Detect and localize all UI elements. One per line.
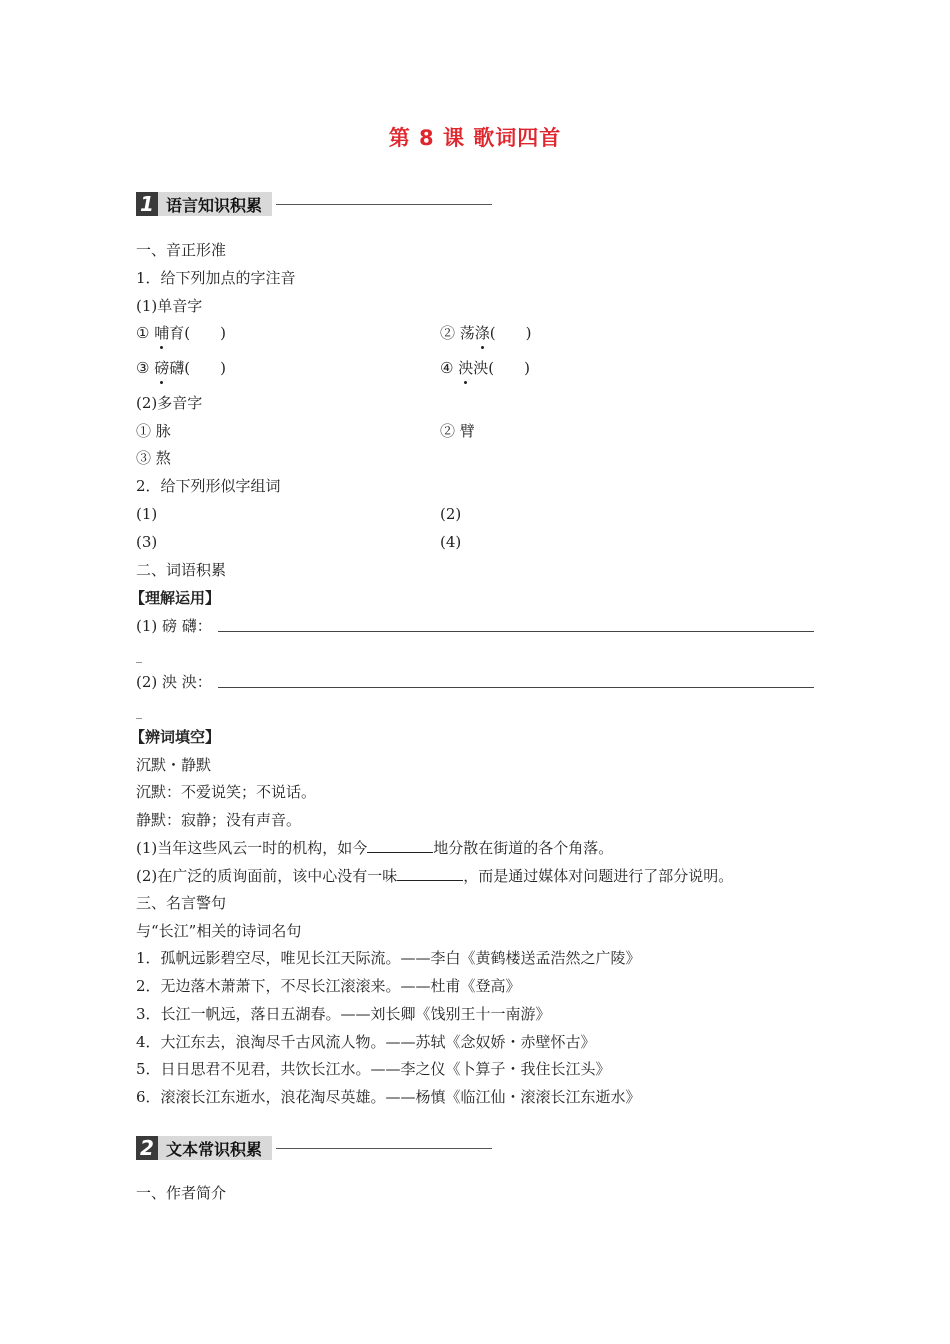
question-1: 1．给下列加点的字注音 bbox=[136, 269, 296, 287]
item-text: 育( ) bbox=[169, 324, 226, 342]
multi-item-3: ③ 熬 bbox=[136, 449, 171, 467]
section-header-language bbox=[136, 192, 492, 216]
quote-line: 2．无边落木萧萧下，不尽长江滚滚来。——杜甫《登高》 bbox=[136, 977, 521, 995]
sentence-1 bbox=[136, 838, 613, 858]
group-2: (2) bbox=[440, 505, 462, 523]
answer-line bbox=[218, 631, 814, 632]
dotted-char: 涤 bbox=[474, 324, 490, 342]
item-text: 泱( ) bbox=[473, 359, 530, 377]
group-3: (3) bbox=[136, 533, 158, 551]
dash-mark: _ bbox=[136, 705, 142, 719]
quote-line: 1．孤帆远影碧空尽，唯见长江天际流。——李白《黄鹤楼送孟浩然之广陵》 bbox=[136, 949, 641, 967]
quotes-intro: 与“长江”相关的诗词名句 bbox=[136, 922, 302, 940]
item-2 bbox=[440, 323, 532, 343]
dash-mark: _ bbox=[136, 649, 142, 663]
fill-blank[interactable] bbox=[397, 866, 463, 881]
item-text: ③ bbox=[136, 359, 155, 377]
quote-line: 3．长江一帆远，落日五湖春。——刘长卿《饯别王十一南游》 bbox=[136, 1005, 551, 1023]
heading-vocabulary: 二、词语积累 bbox=[136, 561, 227, 579]
sentence-text: (2)在广泛的质询面前，该中心没有一味 bbox=[136, 867, 398, 885]
quote-line: 4．大江东去，浪淘尽千古风流人物。——苏轼《念奴娇・赤壁怀古》 bbox=[136, 1033, 596, 1051]
subheading-fill: 【辨词填空】 bbox=[130, 728, 221, 746]
section-label: 语言知识积累 bbox=[158, 192, 272, 216]
heading-author: 一、作者简介 bbox=[136, 1184, 227, 1202]
item-4 bbox=[440, 358, 530, 378]
multi-item-1: ① 脉 bbox=[136, 422, 171, 440]
item-1 bbox=[136, 323, 226, 343]
group-1: (1) bbox=[136, 505, 158, 523]
heading-pronunciation: 一、音正形准 bbox=[136, 241, 227, 259]
item-text: ② 荡 bbox=[440, 324, 475, 342]
section-rule bbox=[276, 1148, 492, 1149]
usage-1: (1) 磅 礴： bbox=[136, 617, 212, 635]
definition-2: 静默：寂静；没有声音。 bbox=[136, 811, 302, 829]
item-text: ④ bbox=[440, 359, 459, 377]
section-label: 文本常识积累 bbox=[158, 1136, 272, 1160]
definition-1: 沉默：不爱说笑；不说话。 bbox=[136, 783, 317, 801]
page-title: 第 8 课 歌词四首 bbox=[388, 126, 562, 150]
subheading-single: (1)单音字 bbox=[136, 297, 203, 315]
quote-line: 6．滚滚长江东逝水，浪花淘尽英雄。——杨慎《临江仙・滚滚长江东逝水》 bbox=[136, 1088, 641, 1106]
section-number: 1 bbox=[136, 192, 158, 216]
section-number: 2 bbox=[136, 1136, 158, 1160]
subheading-multi: (2)多音字 bbox=[136, 394, 203, 412]
group-4: (4) bbox=[440, 533, 462, 551]
dotted-char: 泱 bbox=[458, 359, 474, 377]
sentence-text: 地分散在街道的各个角落。 bbox=[433, 839, 614, 857]
dotted-char: 磅 bbox=[154, 359, 170, 377]
item-3 bbox=[136, 358, 226, 378]
word-pair: 沉默・静默 bbox=[136, 756, 212, 774]
sentence-2 bbox=[136, 866, 733, 886]
sentence-text: (1)当年这些风云一时的机构，如今 bbox=[136, 839, 368, 857]
sentence-text: ，而是通过媒体对问题进行了部分说明。 bbox=[463, 867, 734, 885]
multi-item-2: ② 臂 bbox=[440, 422, 475, 440]
question-2: 2．给下列形似字组词 bbox=[136, 477, 281, 495]
subheading-usage: 【理解运用】 bbox=[130, 589, 221, 607]
item-text: ① bbox=[136, 324, 155, 342]
section-rule bbox=[276, 204, 492, 205]
dotted-char: 哺 bbox=[154, 324, 170, 342]
heading-quotes: 三、名言警句 bbox=[136, 894, 227, 912]
usage-2: (2) 泱 泱： bbox=[136, 673, 212, 691]
fill-blank[interactable] bbox=[367, 838, 433, 853]
item-text: 礴( ) bbox=[169, 359, 226, 377]
section-header-text bbox=[136, 1136, 492, 1160]
quote-line: 5．日日思君不见君，共饮长江水。——李之仪《卜算子・我住长江头》 bbox=[136, 1060, 611, 1078]
answer-line bbox=[218, 687, 814, 688]
item-text: ( ) bbox=[489, 324, 532, 342]
